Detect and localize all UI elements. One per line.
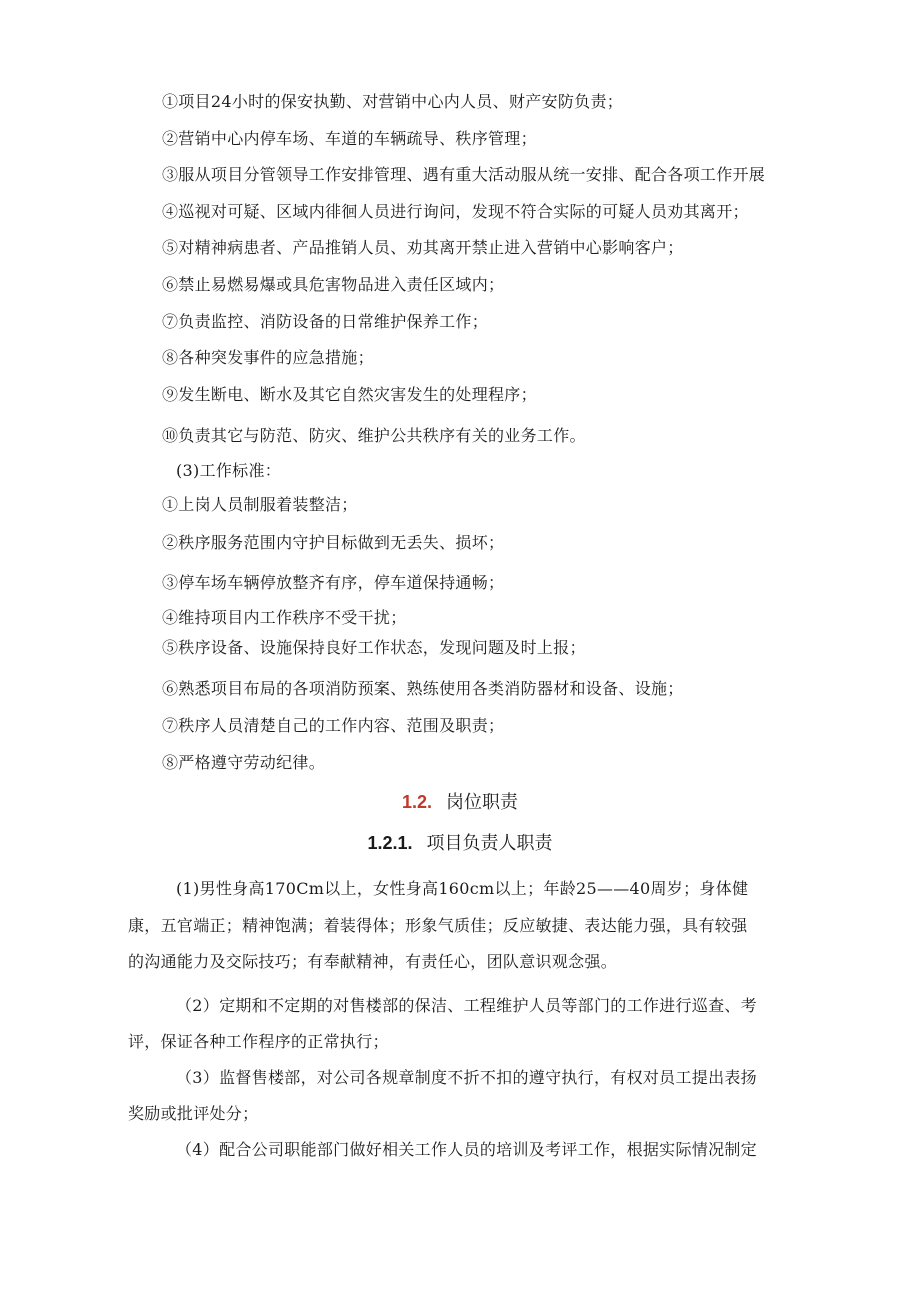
paragraph-line: （4）配合公司职能部门做好相关工作人员的培训及考评工作，根据实际情况制定 [176, 1140, 757, 1159]
standards-heading: (3)工作标准： [176, 461, 282, 480]
subsection-heading [0, 832, 920, 855]
duty-item: ⑦负责监控、消防设备的日常维护保养工作； [162, 312, 489, 331]
duty-item: ⑨发生断电、断水及其它自然灾害发生的处理程序； [162, 385, 537, 404]
section-title: 岗位职责 [446, 792, 519, 813]
duty-item: ⑧各种突发事件的应急措施； [162, 348, 374, 367]
standard-item: ⑧严格遵守劳动纪律。 [162, 753, 326, 772]
standard-item: ⑦秩序人员清楚自己的工作内容、范围及职责； [162, 716, 505, 735]
paragraph-line: 康，五官端正；精神饱满；着装得体；形象气质佳；反应敏捷、表达能力强，具有较强 [128, 916, 748, 935]
duty-item: ⑤对精神病患者、产品推销人员、劝其离开禁止进入营销中心影响客户； [162, 238, 684, 257]
standard-item: ①上岗人员制服着装整洁； [162, 495, 358, 514]
duty-item: ④巡视对可疑、区域内徘徊人员进行询问，发现不符合实际的可疑人员劝其离开； [162, 202, 749, 221]
section-number: 1.2. [401, 792, 433, 812]
duty-item: ⑩负责其它与防范、防灾、维护公共秩序有关的业务工作。 [162, 426, 586, 445]
paragraph-line: （3）监督售楼部，对公司各规章制度不折不扣的遵守执行，有权对员工提出表扬 [176, 1068, 757, 1087]
paragraph-line: 奖励或批评处分； [128, 1104, 259, 1123]
subsection-title: 项目负责人职责 [426, 833, 553, 854]
paragraph-line: (1)男性身高170Cm以上，女性身高160cm以上；年龄25——40周岁；身体健 [176, 879, 749, 898]
standard-item: ⑤秩序设备、设施保持良好工作状态，发现问题及时上报； [162, 638, 586, 657]
standard-item: ⑥熟悉项目布局的各项消防预案、熟练使用各类消防器材和设备、设施； [162, 679, 684, 698]
duty-item: ⑥禁止易燃易爆或具危害物品进入责任区域内； [162, 275, 505, 294]
duty-item: ②营销中心内停车场、车道的车辆疏导、秩序管理； [162, 129, 537, 148]
duty-item: ①项目24小时的保安执勤、对营销中心内人员、财产安防负责； [162, 92, 624, 111]
paragraph-line: 的沟通能力及交际技巧；有奉献精神，有责任心，团队意识观念强。 [128, 952, 618, 971]
subsection-number: 1.2.1. [367, 833, 413, 853]
standard-item: ④维持项目内工作秩序不受干扰； [162, 608, 407, 627]
standard-item: ②秩序服务范围内守护目标做到无丢失、损坏； [162, 533, 505, 552]
duty-item: ③服从项目分管领导工作安排管理、遇有重大活动服从统一安排、配合各项工作开展 [162, 165, 766, 184]
standard-item: ③停车场车辆停放整齐有序，停车道保持通畅； [162, 573, 505, 592]
paragraph-line: 评，保证各种工作程序的正常执行； [128, 1032, 389, 1051]
paragraph-line: （2）定期和不定期的对售楼部的保洁、工程维护人员等部门的工作进行巡查、考 [176, 996, 757, 1015]
section-heading [0, 791, 920, 814]
